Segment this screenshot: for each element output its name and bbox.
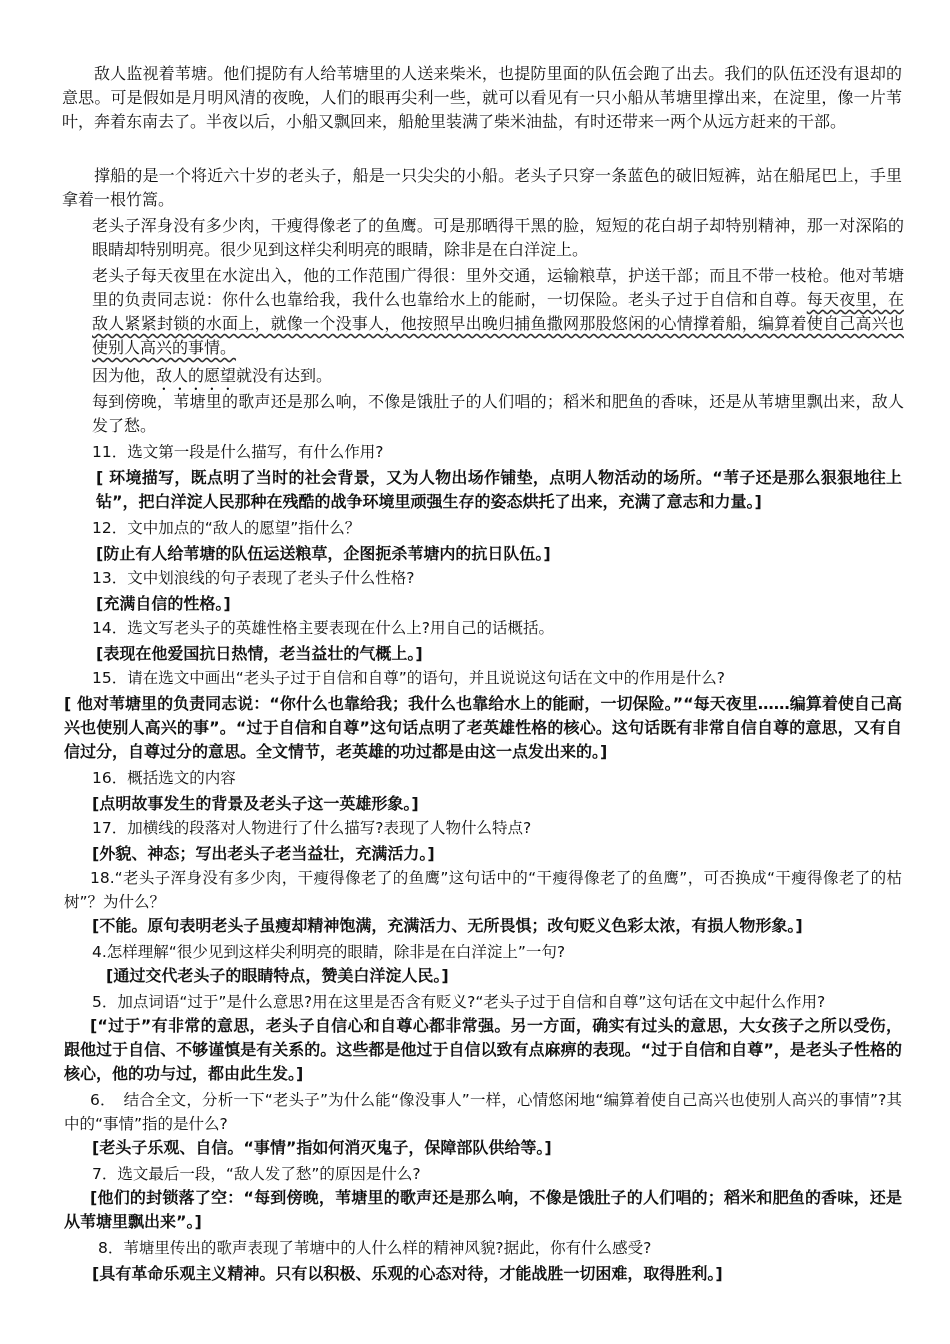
question-7: 7．选文最后一段，“敌人发了愁”的原因是什么? <box>92 1165 421 1183</box>
question-13: 13．文中划浪线的句子表现了老头子什么性格? <box>92 569 415 587</box>
answer-18: [不能。原句表明老头子虽瘦却精神饱满，充满活力、无所畏惧；改句贬义色彩太浓，有损人物形象。] <box>92 916 803 935</box>
question-18: 18.“老头子浑身没有多少肉，干瘦得像老了的鱼鹰”这句话中的“干瘦得像老了的鱼鹰”，可否换成“干瘦得像老了的枯树”？为什么？ <box>64 869 902 911</box>
question-4: 4.怎样理解“很少见到这样尖利明亮的眼睛，除非是在白洋淀上”一句? <box>92 943 566 961</box>
answer-11: [ 环境描写，既点明了当时的社会背景，又为人物出场作铺垫，点明人物活动的场所。“苇子还是那么狠狠地往上钻”，把白洋淀人民那种在残酷的战争环境里顽强生存的姿态烘托了出来，充满了意志和力量。] <box>96 468 902 511</box>
passage-paragraph-4 <box>92 264 904 360</box>
question-5: 5．加点词语“过于”是什么意思?用在这里是否含有贬义?“老头子过于自信和自尊”这句话在文中起什么作用? <box>92 993 826 1011</box>
passage-p5-text-a: 因为他， <box>92 366 157 385</box>
passage-paragraph-3: 老头子浑身没有多少肉，干瘦得像老了的鱼鹰。可是那晒得干黑的脸，短短的花白胡子却特别精神，那一对深陷的眼睛却特别明亮。很少见到这样尖利明亮的眼睛，除非是在白洋淀上。 <box>92 216 904 259</box>
question-15: 15．请在选文中画出“老头子过于自信和自尊”的语句，并且说说这句话在文中的作用是什么? <box>92 669 726 687</box>
question-14: 14．选文写老头子的英雄性格主要表现在什么上?用自己的话概括。 <box>92 619 554 637</box>
answer-15: [ 他对苇塘里的负责同志说：“你什么也靠给我；我什么也靠给水上的能耐，一切保险。”“每天夜里……编算着使自己高兴也使别人高兴的事”。“过于自信和自尊”这句话点明了老英雄性格的核心。这句话既有非常自信自尊的意思，又有自信过分，自尊过分的意思。全文情节，老英雄的功过都是由这一点发出来的。] <box>64 694 902 761</box>
answer-7: [他们的封锁落了空：“每到傍晚，苇塘里的歌声还是那么响，不像是饿肚子的人们唱的；稻米和肥鱼的香味，还是从苇塘里飘出来”。] <box>64 1188 902 1231</box>
passage-p4-text: 老头子每天夜里在水淀出入，他的工作范围广得很：里外交通，运输粮草，护送干部；而且不带一枝枪。他对苇塘里的负责同志说：你什么也靠给我，我什么也靠给水上的能耐，一切保险。老头子过于自信和自尊。 <box>92 266 904 309</box>
passage-paragraph-6: 每到傍晚，苇塘里的歌声还是那么响，不像是饿肚子的人们唱的；稻米和肥鱼的香味，还是从苇塘里飘出来，敌人发了愁。 <box>92 392 904 435</box>
answer-14: [表现在他爱国抗日热情，老当益壮的气概上。] <box>96 644 423 663</box>
question-17: 17．加横线的段落对人物进行了什么描写?表现了人物什么特点? <box>92 819 532 837</box>
answer-16: [点明故事发生的背景及老头子这一英雄形象。] <box>92 794 419 813</box>
answer-13: [充满自信的性格。] <box>96 594 231 613</box>
answer-17: [外貌、神态；写出老头子老当益壮，充满活力。] <box>92 844 435 863</box>
question-12: 12．文中加点的“敌人的愿望”指什么？ <box>92 519 361 537</box>
question-16: 16．概括选文的内容 <box>92 769 236 787</box>
passage-paragraph-2: 撑船的是一个将近六十岁的老头子，船是一只尖尖的小船。老头子只穿一条蓝色的破旧短裤，站在船尾巴上，手里拿着一根竹篙。 <box>62 166 902 209</box>
question-11: 11．选文第一段是什么描写，有什么作用? <box>92 443 384 461</box>
answer-12: [防止有人给苇塘的队伍运送粮草，企图扼杀苇塘内的抗日队伍。] <box>96 544 551 563</box>
question-8: 8．苇塘里传出的歌声表现了苇塘中的人什么样的精神风貌?据此，你有什么感受? <box>98 1239 652 1257</box>
answer-5: [“过于”有非常的意思，老头子自信心和自尊心都非常强。另一方面，确实有过头的意思，大女孩子之所以受伤，跟他过于自信、不够谨慎是有关系的。这些都是他过于自信以致有点麻痹的表现。“过于自信和自尊”，是老头子性格的核心，他的功与过，都由此生发。] <box>64 1016 902 1083</box>
wavy-underlined-sentence: 每天夜里，在敌人紧紧封锁的水面上，就像一个没事人，他按照早出晚归捕鱼撒网那股悠闲的心情撑着船，编算着使自己高兴也使别人高兴的事情。 <box>92 290 904 357</box>
question-6: 6． 结合全文，分析一下“老头子”为什么能“像没事人”一样，心情悠闲地“编算着使自己高兴也使别人高兴的事情”?其中的“事情”指的是什么? <box>64 1091 902 1133</box>
dotted-phrase-enemy-wish: 敌人的愿望 <box>156 366 237 385</box>
answer-4: [通过交代老头子的眼睛特点，赞美白洋淀人民。] <box>106 966 449 985</box>
answer-8: [具有革命乐观主义精神。只有以积极、乐观的心态对待，才能战胜一切困难，取得胜利。] <box>92 1264 723 1283</box>
answer-6: [老头子乐观、自信。“事情”指如何消灭鬼子，保障部队供给等。] <box>92 1138 552 1157</box>
passage-paragraph-1: 敌人监视着苇塘。他们提防有人给苇塘里的人送来柴米，也提防里面的队伍会跑了出去。我们的队伍还没有退却的意思。可是假如是月明风清的夜晚，人们的眼再尖利一些，就可以看见有一只小船从苇塘里撑出来，在淀里，像一片苇叶，奔着东南去了。半夜以后，小船又飘回来，船舱里装满了柴米油盐，有时还带来一两个从远方赶来的干部。 <box>62 64 902 131</box>
passage-p5-text-c: 就没有达到。 <box>236 366 333 385</box>
